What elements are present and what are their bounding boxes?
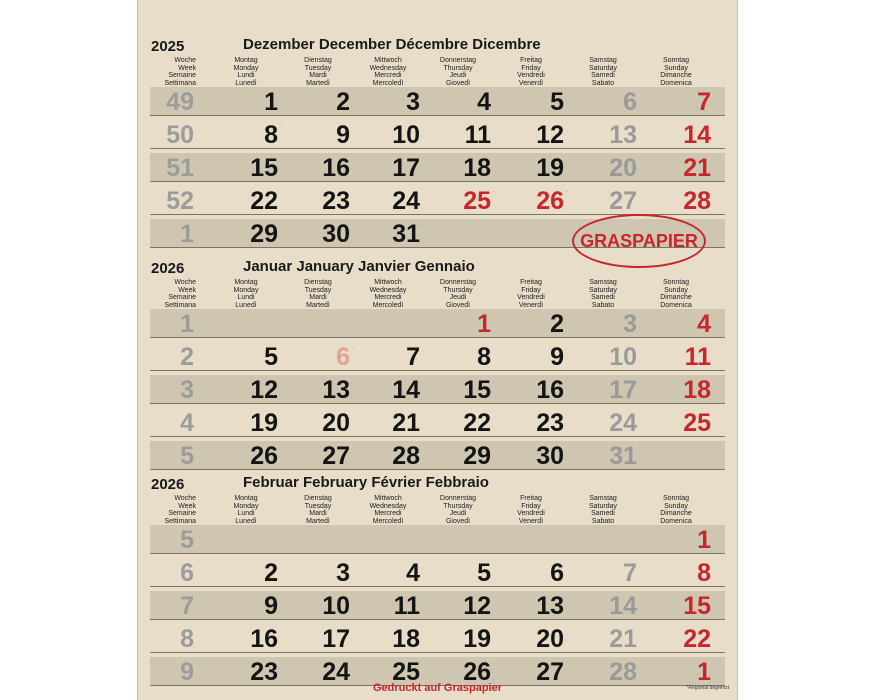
weekday-label-line: Freitag: [520, 57, 542, 64]
day-cell: 7: [406, 343, 420, 371]
weekday-label-sat: [563, 57, 643, 87]
day-cell: 22: [683, 625, 711, 653]
weekday-label-line: Saturday: [588, 286, 618, 294]
day-cell: 5: [550, 88, 564, 116]
day-cell: 2: [550, 310, 564, 338]
day-cell: 25: [392, 658, 420, 686]
day-cell: 17: [392, 154, 420, 182]
week-row: [150, 342, 725, 371]
day-cell: 24: [609, 409, 637, 437]
week-column-label: [146, 495, 196, 525]
footnote: *Regional begrenzt: [686, 685, 729, 691]
weekday-label-line: Sunday: [664, 64, 688, 72]
day-cell: 12: [250, 376, 278, 404]
weekday-label-line: Samstag: [589, 495, 617, 502]
weekday-label-line: Wednesday: [369, 502, 407, 510]
week-row: [150, 186, 725, 215]
day-cell: 16: [250, 625, 278, 653]
weekday-label-line: Settimana: [164, 79, 196, 87]
weekday-label-line: Thursday: [443, 502, 473, 510]
week-number: 6: [180, 559, 194, 587]
weekday-label-line: Lunedì: [235, 79, 257, 87]
weekday-label-line: Giovedì: [445, 79, 471, 87]
weekday-label-line: Martedì: [306, 517, 330, 525]
day-cell: 20: [609, 154, 637, 182]
day-cell: 7: [623, 559, 637, 587]
weekday-label-sat: [563, 279, 643, 309]
weekday-label-line: Week: [178, 64, 196, 72]
day-cell: 1: [264, 88, 278, 116]
weekday-label-line: Martedì: [306, 79, 330, 87]
day-cell: 13: [609, 121, 637, 149]
weekday-label-mon: [206, 495, 286, 525]
weekday-label-wed: [348, 279, 428, 309]
day-cell: 11: [393, 592, 420, 620]
day-cell: 17: [609, 376, 637, 404]
day-cell: 18: [683, 376, 711, 404]
weekday-label-line: Semaine: [168, 510, 196, 518]
weekday-label-wed: [348, 57, 428, 87]
day-cell: 14: [609, 592, 637, 620]
weekday-label-line: Mardi: [309, 294, 327, 302]
weekday-label-line: Friday: [521, 64, 541, 72]
day-cell: 25: [683, 409, 711, 437]
weekday-label-line: Sabato: [591, 79, 615, 87]
weekday-label-line: Dienstag: [304, 57, 332, 64]
weekday-label-line: Freitag: [520, 495, 542, 502]
day-cell: 16: [322, 154, 350, 182]
day-cell: 28: [392, 442, 420, 470]
week-number: 2: [180, 343, 194, 371]
day-cell: 4: [697, 310, 711, 338]
holiday-marker-icon: ·: [493, 189, 495, 195]
holiday-marker-icon: ·: [352, 345, 354, 351]
month-header: [138, 30, 737, 57]
holiday-marker-icon: ·: [493, 312, 495, 318]
weekday-label-line: Jeudi: [449, 72, 467, 80]
weekday-label-line: Semaine: [168, 294, 196, 302]
weekday-label-line: Vendredi: [517, 294, 545, 302]
day-cell: 13: [536, 592, 564, 620]
month-header: [138, 468, 737, 495]
day-cell: 4: [406, 559, 420, 587]
day-cell: 26: [536, 187, 564, 215]
weekday-label-sun: [636, 495, 716, 525]
week-number: 4: [180, 409, 194, 437]
weekday-label-line: Week: [178, 502, 196, 510]
day-cell: 31: [392, 220, 420, 248]
day-cell: 19: [250, 409, 278, 437]
week-row: [150, 408, 725, 437]
day-cell: 15: [463, 376, 491, 404]
day-cell: [494, 525, 564, 553]
day-cell: 12: [463, 592, 491, 620]
day-cell: 22: [250, 187, 278, 215]
day-cell: 11: [464, 121, 491, 149]
weekday-label-line: Samedi: [591, 510, 615, 518]
day-cell: 30: [322, 220, 350, 248]
weekday-label-line: Mercredi: [374, 294, 402, 302]
day-cell: 10: [322, 592, 350, 620]
weekday-label-line: Thursday: [443, 286, 473, 294]
day-cell: 6: [336, 343, 350, 371]
weekday-label-line: Mittwoch: [374, 57, 402, 64]
day-cell: 28: [683, 187, 711, 215]
day-cell: 3: [623, 310, 637, 338]
year-label: 2025: [151, 38, 185, 55]
weekday-label-line: Venerdì: [518, 301, 544, 309]
weekday-label-line: Semaine: [168, 72, 196, 80]
weekday-label-line: Freitag: [520, 279, 542, 286]
week-column-label: [146, 57, 196, 87]
weekday-label-line: Wednesday: [369, 64, 407, 72]
day-cell: 3: [336, 559, 350, 587]
weekday-label-mon: [206, 279, 286, 309]
weekday-label-line: Domenica: [660, 79, 692, 87]
day-cell: 14: [392, 376, 420, 404]
calendar-sheet: [137, 0, 738, 700]
weekday-label-line: Venerdì: [518, 517, 544, 525]
day-cell: 9: [550, 343, 564, 371]
year-label: 2026: [151, 476, 185, 493]
weekday-label-line: Giovedì: [445, 517, 471, 525]
day-cell: 18: [463, 154, 491, 182]
weekday-label-line: Mardi: [309, 510, 327, 518]
weekday-label-sun: [636, 279, 716, 309]
week-number: 5: [180, 526, 194, 554]
day-cell: 10: [392, 121, 420, 149]
month-block: [138, 468, 737, 686]
weekday-label-line: Settimana: [164, 517, 196, 525]
day-cell: 21: [683, 154, 711, 182]
day-cell: 18: [392, 625, 420, 653]
weekday-label-sat: [563, 495, 643, 525]
weekday-label-line: Lunedì: [235, 301, 257, 309]
day-cell: [350, 309, 420, 337]
weekday-label-line: Week: [178, 286, 196, 294]
year-label: 2026: [151, 260, 185, 277]
weekday-label-line: Mercoledì: [372, 301, 404, 309]
day-cell: [494, 219, 564, 247]
weekday-label-thu: [418, 57, 498, 87]
weekday-label-line: Donnerstag: [439, 57, 477, 64]
weekday-label-line: Samstag: [589, 279, 617, 286]
day-cell: 20: [536, 625, 564, 653]
day-cell: [421, 219, 491, 247]
day-cell: 5: [264, 343, 278, 371]
weekday-label-line: Friday: [521, 502, 541, 510]
weekday-label-line: Woche: [174, 279, 196, 286]
day-cell: 5: [477, 559, 491, 587]
weekday-label-line: Samstag: [589, 57, 617, 64]
weekday-label-thu: [418, 279, 498, 309]
weekday-label-line: Montag: [234, 57, 258, 64]
weekday-label-fri: [491, 279, 571, 309]
day-cell: [421, 525, 491, 553]
day-cell: 4: [477, 88, 491, 116]
weekday-label-line: Domenica: [660, 517, 692, 525]
weekday-label-line: Woche: [174, 495, 196, 502]
day-cell: 6: [550, 559, 564, 587]
week-row: [150, 624, 725, 653]
weekday-label-line: Dimanche: [660, 294, 692, 302]
day-cell: 21: [392, 409, 420, 437]
day-cell: 9: [264, 592, 278, 620]
weekday-label-sun: [636, 57, 716, 87]
weekday-label-line: Domenica: [660, 301, 692, 309]
day-cell: 2: [336, 88, 350, 116]
weekday-label-tue: [278, 279, 358, 309]
day-cell: [350, 525, 420, 553]
day-cell: 12: [536, 121, 564, 149]
weekday-label-line: Vendredi: [517, 510, 545, 518]
weekday-label-line: Venerdì: [518, 79, 544, 87]
day-cell: 20: [322, 409, 350, 437]
month-title: Dezember December Décembre Dicembre: [243, 36, 541, 53]
day-cell: 21: [609, 625, 637, 653]
week-row: [150, 309, 725, 338]
weekday-label-line: Lunedì: [235, 517, 257, 525]
day-cell: 15: [683, 592, 711, 620]
weekday-label-line: Tuesday: [304, 286, 332, 294]
day-cell: 23: [250, 658, 278, 686]
weekday-label-line: Sonntag: [662, 279, 690, 286]
weekday-label-line: Lundi: [237, 510, 255, 518]
day-cell: 1: [697, 526, 711, 554]
week-number: 1: [180, 220, 194, 248]
week-number: 1: [180, 310, 194, 338]
weekday-label-line: Sunday: [664, 502, 688, 510]
day-cell: 30: [536, 442, 564, 470]
week-row: [150, 525, 725, 554]
weekday-label-line: Donnerstag: [439, 279, 477, 286]
weekday-label-line: Lundi: [237, 72, 255, 80]
weekday-label-line: Mittwoch: [374, 495, 402, 502]
weekday-label-line: Sabato: [591, 301, 615, 309]
day-cell: 28: [609, 658, 637, 686]
week-number: 9: [180, 658, 194, 686]
weekday-label-line: Mercoledì: [372, 79, 404, 87]
day-cell: 26: [250, 442, 278, 470]
weekday-label-line: Sunday: [664, 286, 688, 294]
day-cell: 8: [477, 343, 491, 371]
day-cell: 9: [336, 121, 350, 149]
week-number: 50: [166, 121, 194, 149]
weekday-label-line: Mardi: [309, 72, 327, 80]
week-row: [150, 375, 725, 404]
day-cell: 10: [609, 343, 637, 371]
weekday-label-line: Giovedì: [445, 301, 471, 309]
day-cell: 25: [463, 187, 491, 215]
day-cell: 13: [322, 376, 350, 404]
weekday-label-line: Dimanche: [660, 510, 692, 518]
day-cell: 7: [697, 88, 711, 116]
day-cell: 17: [322, 625, 350, 653]
weekday-label-line: Dienstag: [304, 279, 332, 286]
day-cell: 1: [477, 310, 491, 338]
day-cell: 27: [322, 442, 350, 470]
weekday-label-line: Mercredi: [374, 72, 402, 80]
holiday-marker-icon: ·: [280, 123, 282, 129]
day-cell: [567, 525, 637, 553]
day-cell: 31: [609, 442, 637, 470]
week-row: [150, 120, 725, 149]
day-cell: [208, 309, 278, 337]
day-cell: 6: [623, 88, 637, 116]
day-cell: 19: [536, 154, 564, 182]
holiday-marker-icon: ·: [422, 222, 424, 228]
weekday-label-mon: [206, 57, 286, 87]
day-cell: 14: [683, 121, 711, 149]
week-row: [150, 558, 725, 587]
weekday-label-line: Monday: [233, 286, 259, 294]
weekday-label-line: Mittwoch: [374, 279, 402, 286]
weekday-label-line: Montag: [234, 495, 258, 502]
weekday-label-line: Settimana: [164, 301, 196, 309]
week-number: 51: [166, 154, 194, 182]
day-cell: 27: [536, 658, 564, 686]
week-row: [150, 153, 725, 182]
weekday-label-line: Saturday: [588, 64, 618, 72]
week-row: [150, 87, 725, 116]
weekday-label-line: Monday: [233, 64, 259, 72]
weekday-label-line: Samedi: [591, 72, 615, 80]
weekday-label-tue: [278, 57, 358, 87]
weekday-label-fri: [491, 57, 571, 87]
week-number: 3: [180, 376, 194, 404]
week-number: 5: [180, 442, 194, 470]
weekday-label-line: Lundi: [237, 294, 255, 302]
weekday-label-line: Donnerstag: [439, 495, 477, 502]
week-number: 7: [180, 592, 194, 620]
weekday-label-line: Tuesday: [304, 502, 332, 510]
weekday-label-fri: [491, 495, 571, 525]
day-cell: 27: [609, 187, 637, 215]
weekday-label-wed: [348, 495, 428, 525]
weekday-label-line: Jeudi: [449, 510, 467, 518]
weekday-label-line: Sonntag: [662, 495, 690, 502]
weekday-label-line: Thursday: [443, 64, 473, 72]
day-cell: 15: [250, 154, 278, 182]
day-cell: 23: [536, 409, 564, 437]
weekday-label-line: Wednesday: [369, 286, 407, 294]
weekday-label-line: Tuesday: [304, 64, 332, 72]
week-column-label: [146, 279, 196, 309]
weekday-label-line: Martedì: [306, 301, 330, 309]
holiday-marker-icon: ·: [566, 189, 568, 195]
month-title: Januar January Janvier Gennaio: [243, 258, 475, 275]
day-cell: 19: [463, 625, 491, 653]
weekday-label-line: Monday: [233, 502, 259, 510]
day-cell: 26: [463, 658, 491, 686]
week-number: 49: [166, 88, 194, 116]
weekday-label-line: Dienstag: [304, 495, 332, 502]
weekday-label-line: Dimanche: [660, 72, 692, 80]
day-cell: [280, 525, 350, 553]
weekday-label-line: Jeudi: [449, 294, 467, 302]
footer-text: Gedruckt auf Graspapier: [373, 682, 502, 694]
day-cell: 8: [697, 559, 711, 587]
day-cell: 29: [250, 220, 278, 248]
day-cell: 11: [684, 343, 711, 371]
weekday-label-line: Sonntag: [662, 57, 690, 64]
week-number: 8: [180, 625, 194, 653]
day-cell: 1: [697, 658, 711, 686]
weekday-label-line: Mercoledì: [372, 517, 404, 525]
day-cell: 22: [463, 409, 491, 437]
day-cell: 8: [264, 121, 278, 149]
weekday-label-line: Saturday: [588, 502, 618, 510]
weekday-label-line: Friday: [521, 286, 541, 294]
graspapier-logo: GRASPAPIER: [572, 214, 706, 268]
week-number: 52: [166, 187, 194, 215]
day-cell: 24: [392, 187, 420, 215]
weekday-label-tue: [278, 495, 358, 525]
weekday-label-line: Montag: [234, 279, 258, 286]
day-cell: 23: [322, 187, 350, 215]
day-cell: [280, 309, 350, 337]
weekday-label-line: Vendredi: [517, 72, 545, 80]
month-title: Februar February Février Febbraio: [243, 474, 489, 491]
weekday-label-line: Sabato: [591, 517, 615, 525]
weekday-label-thu: [418, 495, 498, 525]
weekday-label-line: Samedi: [591, 294, 615, 302]
day-cell: 2: [264, 559, 278, 587]
day-cell: [208, 525, 278, 553]
day-cell: 16: [536, 376, 564, 404]
day-cell: [641, 441, 711, 469]
week-row: [150, 591, 725, 620]
week-row: [150, 441, 725, 470]
day-cell: 29: [463, 442, 491, 470]
weekday-label-line: Mercredi: [374, 510, 402, 518]
day-cell: 3: [406, 88, 420, 116]
day-cell: 24: [322, 658, 350, 686]
weekday-label-line: Woche: [174, 57, 196, 64]
